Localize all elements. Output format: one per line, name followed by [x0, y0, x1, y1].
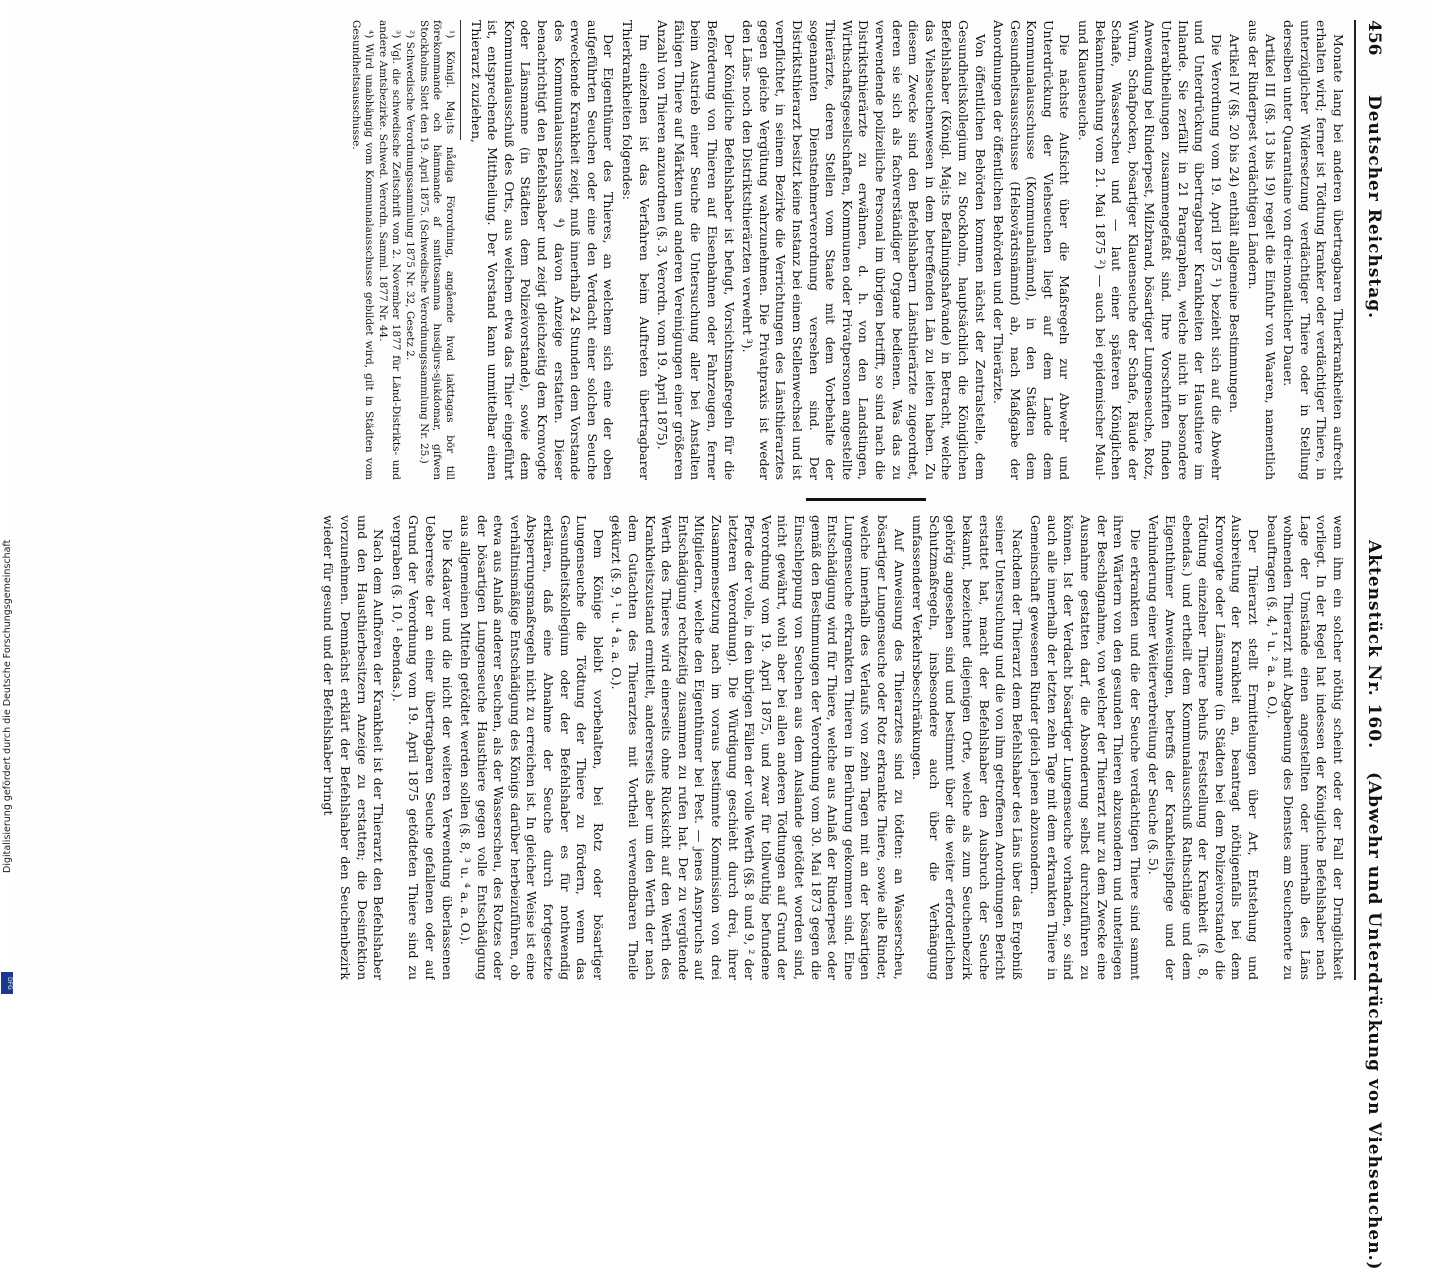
paragraph: Monate lang bei anderen übertragbaren Thierkrankheiten aufrecht erhalten wird; ferner ist Tödtung kranker oder verdächtiger Thiere, in unterzüglicher Widersetzung verdächtiger Thiere oder in Stellung derselben unter Quarantaine von drei-monatlicher Dauer. [1281, 20, 1346, 480]
footnote: ²) Schwedische Verordnungssammlung 1875 Nr. 32, Gesetz 2. [404, 30, 417, 361]
page-number: 456 [1364, 20, 1384, 56]
rotated-page-content [36, 0, 1396, 1271]
footnote: ¹) Königl. Maj:ts nådiga Förordning, angående hvad iakttagas bör till förekommande och hämmande af smittosamma husdjurs-sjukdomar, gifwen Stockholms Slott den 19. April 1875. (Schwedische Verordnungssammlung Nr. 25.) [418, 20, 457, 480]
left-column [56, 20, 1346, 480]
footnote-rule [460, 20, 461, 140]
paragraph: Auf Anweisung des Thierarztes sind zu tödten: an Wasserscheu, bösartiger Lungenseuche oder Rotz erkrankte Thiere, sowie alle Rinder, welche innerhalb des Verlaufs von zehn Tagen mit an der bösartigen Lungenseuche erkrankten Thieren in Berührung gekommen sind. Eine Entschädigung wird für Thiere, welche aus Anlaß der Rinderpest oder gemäß den Bestimmungen der Verordnung vom 30. Mai 1873 gegen die Einschleppung von Seuchen aus dem Auslande getödtet worden sind, nicht gewährt, wohl aber bei allen anderen Tödtungen auf Grund der Verordnung vom 19. April 1875, und zwar für tollwuthig befundene Pferde der volle, in den übrigen Fällen der volle Werth (§§. 8 und 9, ² der letzteren Verordnung). Die Würdigung geschieht durch drei, ihrer Zusammensetzung nach im voraus bestimmte Kommission von drei Mitgliedern, welche den Eigenthümer bei Pest. — jenes Anspruchs auf Entschädigung rechtzeitig zusammen zu rufen hat. Der zu vergütende Werth des Thieres wird einerseits ohne Rücksicht auf den Werth des Krankheitszustand ermittelt, andererseits aber um den Werth der nach dem Gutachten des Thierarztes mit Vortheil verwendbaren Theile gekürzt (§. 9, ¹ u. ⁴ a. a. O.). [609, 515, 907, 980]
paragraph: Nach dem Aufhören der Krankheit ist der Thierarzt den Befehlshaber und den Hausthierbesitzern Anzeige zu erstatten; die Desinfektion vorzunehmen. Demnächst erklärt der Befehlshaber den Seuchenbezirk wieder für gesund und der Befehlshaber bringt [321, 515, 387, 980]
paragraph: Die Kadaver und die nicht der weiteren Verwendung überlassenen Ueberreste der an einer übertragbaren Seuche gefallenen oder auf Grund der Verordnung vom 19. April 1875 getödteten Thiere sind zu vergraben (§. 10, ¹ ebendas.). [389, 515, 455, 980]
header-aktenstueck: Aktenstück Nr. 160. [1364, 540, 1384, 750]
footnote: ³) Vgl. die schwedische Zeitschrift vom 2. November 1877 für Länd-Distrikts- und andere Amtsbezirke. Schwed. Verordn. Samml. 1877 Nr. 44. [377, 20, 403, 480]
paragraph: Die nächste Aufsicht über die Maßregeln zur Abwehr und Unterdrückung der Viehseuchen liegt auf dem Lande dem Kommunalausschusse (Kommunalnämnd), in den Städten dem Gesundheitsausschusse (Helsovårdsnämnd) ab, nach Maßgabe der Anordnungen der öffentlichen Behörden und der Thierärzte. [991, 20, 1073, 480]
page-header [1358, 20, 1388, 1271]
paragraph: Von öffentlichen Behörden kommen nächst der Zentralstelle, dem Gesundheitskollegium zu Stockholm, hauptsächlich die Königlichen Befehlshaber (Königl. Maj:ts Befallningshafvande) in Betracht, welche das Viehseuchenwesen in dem betreffenden Län zu leiten haben. Zu diesem Zwecke sind den Befehlshabern Länsthierärzte zugeordnet, deren sie sich als fachverständiger Organe bedienen. Was das zu verwendende polizeiliche Personal im übrigen betrifft, so sind nach die Distriktsthierärzte zu erwähnen, d. h. von den Landstingen, Wirthschaftsgesellschaften, Kommunen oder Privatpersonen angestellte Thierärzte, deren Stellen vom Staate mit dem Vorbehalte der sogenannten Dienstnehmerverordnung versehen sind. Der Distriktsthierarzt besitzt keine Instanz bei einem Stellenwechsel und ist verpflichtet, in seinem Bezirke die Verrichtungen des Länsthierarztes gegen gleiche Vergütung wahrzunehmen. Die Privatpraxis ist weder den Läns- noch den Distriktsthierärzten verwehrt ³). [740, 20, 988, 480]
paragraph: Artikel IV (§§. 20 bis 24) enthält allgemeine Bestimmungen. [1227, 34, 1243, 413]
paragraph: Artikel III (§§. 13 bis 19) regelt die Einfuhr von Waaren, namentlich aus der Rinderpest verdächtigen Ländern. [1246, 20, 1278, 480]
header-title: Deutscher Reichstag. [1364, 95, 1384, 320]
column-divider [806, 498, 926, 501]
digitization-note: Digitalisierung gefördert durch die Deutsche Forschungsgemeinschaft [2, 539, 13, 873]
footnotes [349, 20, 456, 480]
paragraph: wenn ihm ein solcher nöthig scheint oder der Fall der Dringlichkeit vorliegt. In der Regel hat indessen der Königliche Befehlshaber nach Lage der Umstände einen angestellten oder innerhalb des Läns wohnenden Thierarzt mit Abgabenung des Dienstes am Seuchenorte zu beauftragen (§. 4, ¹ u. ² a. a. O.). [1264, 515, 1346, 980]
paragraph: Der Thierarzt stellt Ermittelungen über Art, Entstehung und Ausbreitung der Krankheit an, beantragt nöthigenfalls bei dem Kronvogte oder Länsmanne (in Städten bei dem Polizeivorstande) die Tödtung einzelner Thiere behufs Feststellung der Krankheit (§. 8, ebendas.) und ertheilt dem Kommunalausschuß Rathschläge und dem Eigenthümer Anweisungen, betreffs der Krankheitspflege und der Verhinderung einer Weiterverbreitung der Seuche (§. 5). [1146, 515, 1262, 980]
footnote: ⁴) Wird unabhängig vom Kommunalausschusse gebildet wird, gilt in Städten vom Gesundheitsausschusse. [350, 20, 376, 480]
dfg-logo-icon: DFG [1, 972, 13, 994]
paragraph: Der Königliche Befehlshaber ist befugt, Vorsichtsmaßregeln für die Beförderung von Thieren auf Eisenbahnen oder Fahrzeugen, ferner beim Austrieb einer Seuche die Untersuchung aller bei Anstalten fähigen Thiere auf Märkten und anderen Vereinigungen einer größeren Anzahl von Thieren anzuordnen (§. 3, Verordn. vom 19. April 1875). [655, 20, 737, 480]
digitization-sidebar [0, 0, 14, 1000]
paragraph: Die erkrankten und die der Seuche verdächtigen Thiere sind sammt ihren Wärtern von den gesunden Thieren abzusondern und unterliegen der Beschlagnahme, von welcher der Thierarzt nur zu dem Zwecke eine Ausnahme gestatten darf, die Absonderung selbst durchzuführen zu können. Ist der Verdacht bösartiger Lungenseuche vorhanden, so sind auch alle innerhalb der letzten zehn Tage mit dem erkrankten Thiere in Gemeinschaft gewesenen Rinder gleich jenen abzusondern. [1028, 515, 1143, 980]
paragraph: Im einzelnen ist das Verfahren beim Auftreten übertragbarer Thierkrankheiten folgendes: [620, 20, 652, 480]
right-column [56, 515, 1346, 980]
header-subject: (Abwehr und Unterdrückung von Viehseuchen.) [1364, 771, 1384, 1271]
paragraph: Die Verordnung vom 19. April 1875 ¹) bezieht sich auf die Abwehr und Unterdrückung übertragbarer Krankheiten der Hausthiere im Inlande. Sie zerfällt in 21 Paragraphen, welche nicht in besondere Unterabtheilungen zusammengefaßt sind. Ihre Vorschriften finden Anwendung bei Rinderpest, Milzbrand, bösartiger Lungenseuche, Rotz, Wurm, Schafpocken, bösartiger Klauenseuche der Schafe, Räude der Schafe, Wasserscheu und — laut einer späteren Königlichen Bekanntmachung vom 21. Mai 1875 ²) — auch bei epidemischer Maul- und Klauenseuche. [1076, 20, 1224, 480]
paragraph: Dem Könige bleibt vorbehalten, bei Rotz oder bösartiger Lungenseuche die Tödtung der Thiere zu fördern, wenn das Gesundheitskollegium oder der Befehlshaber es für nothwendig erklären, daß eine Abnahme der Seuche durch fortgesetzte Absperrungsmaßregeln nicht zu erreichen ist. In gleicher Weise ist eine verhältnismäßige Entschädigung des Königs darüber herbeizuführen, ob etwa aus Anlaß anderer Seuchen, als der Wasserscheu, des Rotzes oder der bösartigen Lungenseuche Hausthiere gegen volle Entschädigung aus allgemeinen Mitteln getödtet werden sollen (§. 8, ³ u. ⁴ a. a. O.). [458, 515, 606, 980]
paragraph: Nachdem der Thierarzt dem Befehlshaber des Läns über das Ergebniß seiner Untersuchung und die von ihm getroffenen Anordnungen Bericht erstattet hat, macht der Befehlshaber den Ausbruch der Seuche bekannt, bezeichnet diejenigen Orte, welche als zum Seuchenbezirk gehörig angesehen sind und bestimmt über die weiter erforderlichen Schutzmaßregeln, insbesondere auch über die Verhängung umfassenderer Verkehrsbeschränkungen. [910, 515, 1025, 980]
header-rule [1354, 20, 1356, 980]
header-document-number [1364, 540, 1384, 1271]
paragraph: Der Eigenthümer des Thieres, an welchem sich eine der oben aufgeführten Seuchen oder eine den Verdacht einer solchen Seuche erweckende Krankheit zeigt, muß innerhalb 24 Stunden dem Vorstande des Kommunalausschusses ⁴) davon Anzeige erstatten. Dieser benachrichtigt den Befehlshaber und zeigt gleichzeitig dem Kronvogte oder Länsmanne (in Städten dem Polizeivorstande), sowie dem Kommunalausschuß des Orts, aus welchem etwa das Thier eingeführt ist, entsprechende Mittheilung. Der Vorstand kann unmittelbar einen Thierarzt zuziehen, [468, 20, 617, 480]
